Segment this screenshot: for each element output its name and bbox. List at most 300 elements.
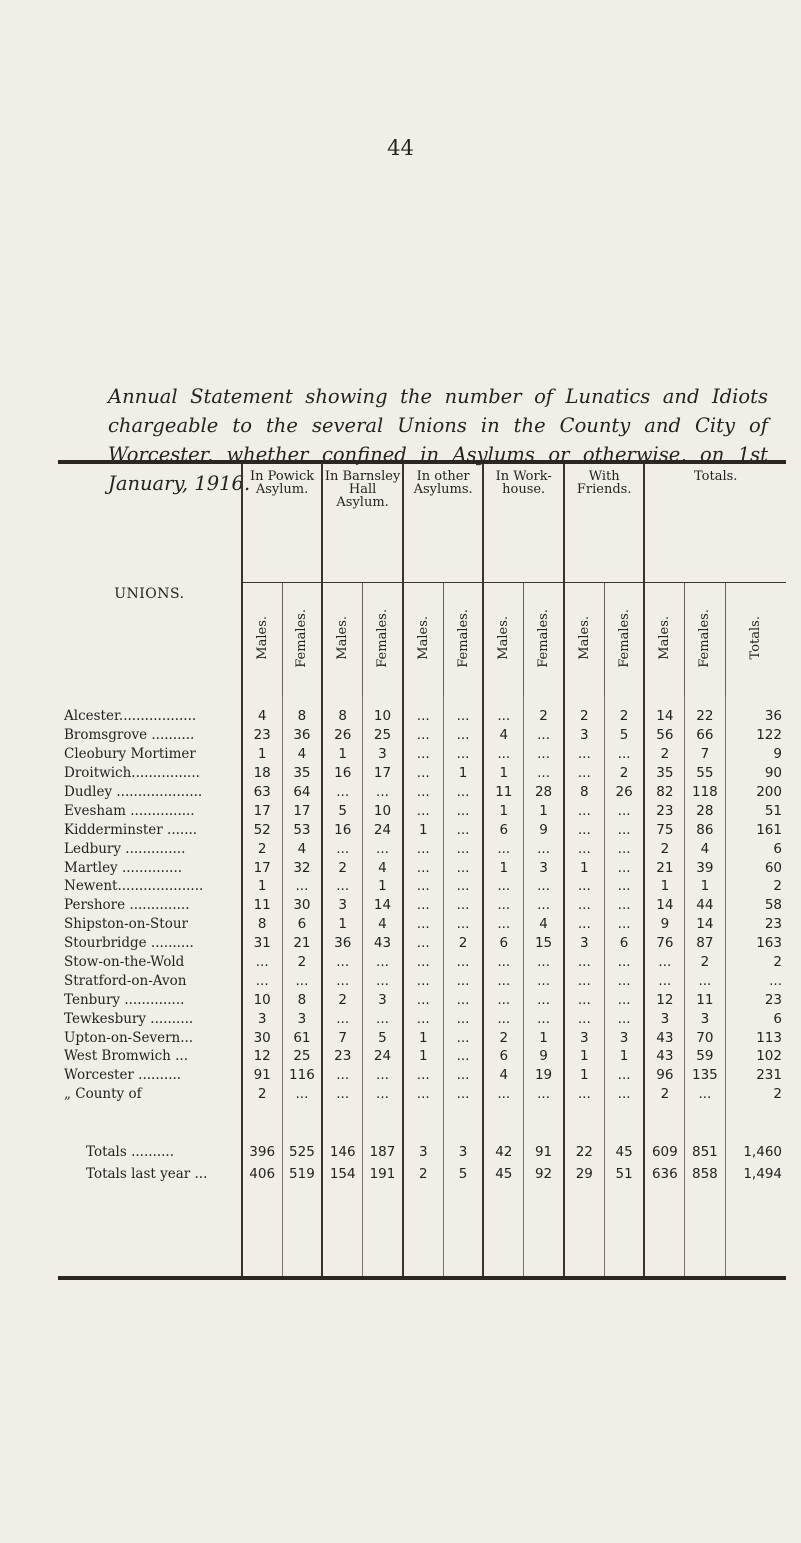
cell-value: ... xyxy=(443,1028,483,1047)
cell-value: 23 xyxy=(725,915,786,934)
cell-value: 21 xyxy=(644,858,684,877)
cell-value: ... xyxy=(604,801,644,820)
cell-value: ... xyxy=(443,1047,483,1066)
cell-value: ... xyxy=(604,858,644,877)
cell-value: 66 xyxy=(685,726,725,745)
table-row xyxy=(58,896,786,915)
subheader-females xyxy=(282,583,322,698)
cell-value: 191 xyxy=(363,1162,403,1276)
cell-value: 10 xyxy=(363,697,403,726)
union-name: Stourbridge .......... xyxy=(64,935,194,952)
cell-value: ... xyxy=(443,1066,483,1085)
cell-value: 96 xyxy=(644,1066,684,1085)
cell-value: ... xyxy=(483,915,523,934)
cell-value: 1 xyxy=(242,745,282,764)
totals-last-year-row xyxy=(58,1162,786,1276)
cell-value: 19 xyxy=(524,1066,564,1085)
cell-value: ... xyxy=(564,764,604,783)
title-line-3: Asylums or otherwise, on 1st January, 1916. xyxy=(108,443,769,495)
cell-value: 11 xyxy=(685,990,725,1009)
cell-value: ... xyxy=(524,745,564,764)
cell-value: 2 xyxy=(604,697,644,726)
cell-value: 64 xyxy=(282,783,322,802)
cell-value: 10 xyxy=(242,990,282,1009)
cell-value: ... xyxy=(443,915,483,934)
cell-value: 17 xyxy=(363,764,403,783)
cell-value: 14 xyxy=(363,896,403,915)
cell-value: 2 xyxy=(322,858,362,877)
title-line-2: several Unions in the County and City of Worcester, whether confined in xyxy=(108,414,769,466)
cell-value: 15 xyxy=(524,934,564,953)
cell-value: 16 xyxy=(322,820,362,839)
cell-value: ... xyxy=(524,839,564,858)
cell-value: 12 xyxy=(242,1047,282,1066)
union-name: Stratford-on-Avon xyxy=(64,972,187,989)
cell-value: ... xyxy=(604,1085,644,1104)
cell-value: ... xyxy=(604,896,644,915)
cell-value: 14 xyxy=(644,697,684,726)
cell-value: 4 xyxy=(483,726,523,745)
cell-value: 1 xyxy=(322,915,362,934)
subheader-males-label: Males. xyxy=(576,616,592,660)
cell-value: 26 xyxy=(604,783,644,802)
cell-value: 3 xyxy=(524,858,564,877)
cell-value: ... xyxy=(604,1066,644,1085)
cell-value: 90 xyxy=(725,764,786,783)
cell-value: 1 xyxy=(242,877,282,896)
cell-value: 91 xyxy=(242,1066,282,1085)
union-name: Tewkesbury .......... xyxy=(64,1010,194,1027)
cell-value: 122 xyxy=(725,726,786,745)
subheader-males xyxy=(242,583,282,698)
union-name: Totals .......... xyxy=(86,1143,175,1160)
cell-value: 6 xyxy=(725,1009,786,1028)
table-row xyxy=(58,990,786,1009)
cell-value: 14 xyxy=(644,896,684,915)
cell-value: 92 xyxy=(524,1162,564,1276)
subheader-females xyxy=(604,583,644,698)
cell-value: ... xyxy=(483,971,523,990)
union-name: Shipston-on-Stour xyxy=(64,916,188,933)
cell-value: ... xyxy=(322,953,362,972)
cell-value: ... xyxy=(403,1085,443,1104)
cell-value: 2 xyxy=(443,934,483,953)
cell-value: ... xyxy=(443,877,483,896)
cell-value: 11 xyxy=(483,783,523,802)
cell-value: 9 xyxy=(524,1047,564,1066)
cell-value: ... xyxy=(564,745,604,764)
cell-value: 60 xyxy=(725,858,786,877)
table-row xyxy=(58,953,786,972)
cell-value: 1 xyxy=(564,858,604,877)
cell-value: 2 xyxy=(725,1085,786,1104)
cell-value: ... xyxy=(403,1009,443,1028)
cell-value: 58 xyxy=(725,896,786,915)
cell-value: 14 xyxy=(685,915,725,934)
cell-value: 30 xyxy=(282,896,322,915)
cell-value: ... xyxy=(524,726,564,745)
subheader-males xyxy=(322,583,362,698)
cell-value: 42 xyxy=(483,1104,523,1162)
group-header-barnsley: In Barnsley Hall Asylum. xyxy=(322,464,403,583)
cell-value: 30 xyxy=(242,1028,282,1047)
cell-value: ... xyxy=(685,971,725,990)
cell-value: 3 xyxy=(242,1009,282,1028)
cell-value: ... xyxy=(524,877,564,896)
cell-value: 6 xyxy=(725,839,786,858)
cell-value: 5 xyxy=(322,801,362,820)
cell-value: 3 xyxy=(564,934,604,953)
subheader-females-label: Females. xyxy=(455,608,471,668)
cell-value: 35 xyxy=(644,764,684,783)
cell-value: ... xyxy=(524,1009,564,1028)
union-name: Newent.................... xyxy=(64,878,204,895)
totals-row xyxy=(58,1104,786,1162)
union-name: West Bromwich ... xyxy=(64,1048,189,1065)
subheader-females xyxy=(524,583,564,698)
cell-value: 23 xyxy=(242,726,282,745)
union-name: Martley .............. xyxy=(64,859,183,876)
union-name: Kidderminster ....... xyxy=(64,821,198,838)
cell-value: ... xyxy=(322,839,362,858)
cell-value: 5 xyxy=(443,1162,483,1276)
cell-value: 52 xyxy=(242,820,282,839)
table-row xyxy=(58,801,786,820)
cell-value: ... xyxy=(564,896,604,915)
cell-value: 8 xyxy=(564,783,604,802)
cell-value: 161 xyxy=(725,820,786,839)
cell-value: ... xyxy=(644,971,684,990)
cell-value: 76 xyxy=(644,934,684,953)
cell-value: ... xyxy=(363,971,403,990)
cell-value: ... xyxy=(524,1085,564,1104)
cell-value: 187 xyxy=(363,1104,403,1162)
cell-value: ... xyxy=(403,801,443,820)
cell-value: 17 xyxy=(282,801,322,820)
cell-value: 29 xyxy=(564,1162,604,1276)
cell-value: 636 xyxy=(644,1162,684,1276)
cell-value: ... xyxy=(403,745,443,764)
cell-value: 116 xyxy=(282,1066,322,1085)
cell-value: ... xyxy=(604,953,644,972)
subheader-totals-label: Totals. xyxy=(748,616,764,660)
cell-value: ... xyxy=(443,697,483,726)
cell-value: 2 xyxy=(524,697,564,726)
cell-value: 1 xyxy=(443,764,483,783)
cell-value: ... xyxy=(443,820,483,839)
cell-value: ... xyxy=(443,1085,483,1104)
subheader-females xyxy=(363,583,403,698)
cell-value: ... xyxy=(564,877,604,896)
cell-value: 200 xyxy=(725,783,786,802)
union-name: Bromsgrove .......... xyxy=(64,727,195,744)
group-header-totals: Totals. xyxy=(644,464,786,583)
cell-value: 2 xyxy=(644,745,684,764)
cell-value: ... xyxy=(564,839,604,858)
table-row xyxy=(58,1009,786,1028)
cell-value: ... xyxy=(483,697,523,726)
cell-value: 59 xyxy=(685,1047,725,1066)
union-name: Worcester .......... xyxy=(64,1067,182,1084)
group-header-workhouse: In Work-house. xyxy=(483,464,564,583)
cell-value: 2 xyxy=(242,1085,282,1104)
cell-value: 2 xyxy=(725,877,786,896)
cell-value: ... xyxy=(403,971,443,990)
cell-value: ... xyxy=(564,990,604,1009)
cell-value: ... xyxy=(483,896,523,915)
cell-value: 1 xyxy=(363,877,403,896)
cell-value: ... xyxy=(604,971,644,990)
cell-value: 56 xyxy=(644,726,684,745)
cell-value: 118 xyxy=(685,783,725,802)
union-name: Pershore .............. xyxy=(64,897,190,914)
cell-value: ... xyxy=(242,953,282,972)
cell-value: 31 xyxy=(242,934,282,953)
cell-value: 4 xyxy=(242,697,282,726)
cell-value: 154 xyxy=(322,1162,362,1276)
cell-value: 36 xyxy=(282,726,322,745)
cell-value: 3 xyxy=(564,1028,604,1047)
subheader-males xyxy=(644,583,684,698)
cell-value: 4 xyxy=(524,915,564,934)
cell-value: 2 xyxy=(242,839,282,858)
cell-value: ... xyxy=(604,915,644,934)
table-row xyxy=(58,1066,786,1085)
cell-value: ... xyxy=(483,839,523,858)
cell-value: ... xyxy=(524,764,564,783)
cell-value: 7 xyxy=(685,745,725,764)
cell-value: ... xyxy=(564,801,604,820)
cell-value: 36 xyxy=(322,934,362,953)
cell-value: ... xyxy=(403,915,443,934)
cell-value: 25 xyxy=(363,726,403,745)
cell-value: 9 xyxy=(644,915,684,934)
cell-value: 53 xyxy=(282,820,322,839)
cell-value: 51 xyxy=(604,1162,644,1276)
cell-value: ... xyxy=(403,839,443,858)
cell-value: ... xyxy=(403,764,443,783)
cell-value: 525 xyxy=(282,1104,322,1162)
cell-value: 6 xyxy=(483,820,523,839)
cell-value: 3 xyxy=(322,896,362,915)
cell-value: 1 xyxy=(564,1066,604,1085)
cell-value: ... xyxy=(483,745,523,764)
cell-value: ... xyxy=(524,971,564,990)
table-row xyxy=(58,745,786,764)
cell-value: 26 xyxy=(322,726,362,745)
cell-value: ... xyxy=(322,1085,362,1104)
cell-value: 406 xyxy=(242,1162,282,1276)
cell-value: ... xyxy=(282,877,322,896)
cell-value: ... xyxy=(604,990,644,1009)
cell-value: ... xyxy=(403,783,443,802)
union-name: Tenbury .............. xyxy=(64,991,185,1008)
cell-value: 1 xyxy=(524,801,564,820)
cell-value: ... xyxy=(564,953,604,972)
cell-value: 35 xyxy=(282,764,322,783)
cell-value: ... xyxy=(483,1085,523,1104)
cell-value: ... xyxy=(524,990,564,1009)
union-name: Cleobury Mortimer xyxy=(64,746,196,763)
table-row xyxy=(58,783,786,802)
cell-value: 39 xyxy=(685,858,725,877)
table-row xyxy=(58,1085,786,1104)
cell-value: 3 xyxy=(564,726,604,745)
cell-value: 24 xyxy=(363,820,403,839)
cell-value: ... xyxy=(403,697,443,726)
group-header-powick: In Powick Asylum. xyxy=(242,464,323,583)
cell-value: 1 xyxy=(403,820,443,839)
cell-value: 75 xyxy=(644,820,684,839)
cell-value: ... xyxy=(443,1009,483,1028)
cell-value: ... xyxy=(403,858,443,877)
cell-value: 16 xyxy=(322,764,362,783)
cell-value: 1,460 xyxy=(725,1104,786,1162)
union-name: Dudley .................... xyxy=(64,784,203,800)
cell-value: ... xyxy=(604,1009,644,1028)
cell-value: ... xyxy=(524,896,564,915)
cell-value: 18 xyxy=(242,764,282,783)
cell-value: 11 xyxy=(242,896,282,915)
cell-value: ... xyxy=(322,877,362,896)
union-name: Stow-on-the-Wold xyxy=(64,954,185,971)
cell-value: 2 xyxy=(644,1085,684,1104)
cell-value: 23 xyxy=(322,1047,362,1066)
cell-value: ... xyxy=(443,896,483,915)
table-row xyxy=(58,697,786,726)
cell-value: 12 xyxy=(644,990,684,1009)
cell-value: 1 xyxy=(483,764,523,783)
union-name: Evesham ............... xyxy=(64,802,195,819)
cell-value: ... xyxy=(363,1066,403,1085)
cell-value: ... xyxy=(443,990,483,1009)
cell-value: ... xyxy=(363,783,403,802)
union-name: „ County of xyxy=(64,1086,142,1103)
cell-value: 8 xyxy=(282,990,322,1009)
cell-value: 1 xyxy=(685,877,725,896)
cell-value: 3 xyxy=(685,1009,725,1028)
cell-value: ... xyxy=(483,990,523,1009)
cell-value: ... xyxy=(443,971,483,990)
cell-value: 17 xyxy=(242,858,282,877)
cell-value: ... xyxy=(564,820,604,839)
cell-value: 4 xyxy=(282,745,322,764)
cell-value: 1 xyxy=(403,1047,443,1066)
subheader-males-label: Males. xyxy=(496,616,512,660)
cell-value: 61 xyxy=(282,1028,322,1047)
cell-value: ... xyxy=(322,1066,362,1085)
cell-value: 44 xyxy=(685,896,725,915)
cell-value: ... xyxy=(443,839,483,858)
cell-value: ... xyxy=(403,726,443,745)
cell-value: 55 xyxy=(685,764,725,783)
union-name: Ledbury .............. xyxy=(64,840,186,857)
cell-value: 28 xyxy=(685,801,725,820)
cell-value: 4 xyxy=(363,915,403,934)
cell-value: ... xyxy=(725,971,786,990)
cell-value: 87 xyxy=(685,934,725,953)
cell-value: 32 xyxy=(282,858,322,877)
cell-value: ... xyxy=(604,820,644,839)
cell-value: 1 xyxy=(644,877,684,896)
cell-value: ... xyxy=(564,1085,604,1104)
cell-value: 17 xyxy=(242,801,282,820)
cell-value: ... xyxy=(403,1066,443,1085)
cell-value: ... xyxy=(322,783,362,802)
table-row xyxy=(58,764,786,783)
cell-value: 45 xyxy=(483,1162,523,1276)
cell-value: 4 xyxy=(363,858,403,877)
cell-value: 102 xyxy=(725,1047,786,1066)
table-row xyxy=(58,820,786,839)
cell-value: 22 xyxy=(564,1104,604,1162)
cell-value: 22 xyxy=(685,697,725,726)
cell-value: 1 xyxy=(604,1047,644,1066)
cell-value: ... xyxy=(604,839,644,858)
cell-value: ... xyxy=(322,971,362,990)
unions-header: UNIONS. xyxy=(114,585,185,602)
cell-value: ... xyxy=(282,971,322,990)
cell-value: ... xyxy=(564,1009,604,1028)
cell-value: ... xyxy=(564,915,604,934)
cell-value: ... xyxy=(483,1009,523,1028)
cell-value: 21 xyxy=(282,934,322,953)
cell-value: ... xyxy=(363,839,403,858)
cell-value: 163 xyxy=(725,934,786,953)
cell-value: 6 xyxy=(604,934,644,953)
cell-value: ... xyxy=(403,953,443,972)
subheader-males xyxy=(564,583,604,698)
cell-value: 113 xyxy=(725,1028,786,1047)
subheader-females-label: Females. xyxy=(697,608,713,668)
page-number: 44 xyxy=(387,136,414,160)
table-row xyxy=(58,877,786,896)
cell-value: 3 xyxy=(363,745,403,764)
cell-value: 858 xyxy=(685,1162,725,1276)
cell-value: 82 xyxy=(644,783,684,802)
subheader-males-label: Males. xyxy=(657,616,673,660)
cell-value: 3 xyxy=(282,1009,322,1028)
table-row xyxy=(58,858,786,877)
subheader-females xyxy=(443,583,483,698)
cell-value: 86 xyxy=(685,820,725,839)
cell-value: ... xyxy=(483,953,523,972)
union-name: Upton-on-Severn... xyxy=(64,1029,194,1046)
cell-value: ... xyxy=(604,877,644,896)
cell-value: 6 xyxy=(282,915,322,934)
cell-value: 6 xyxy=(483,1047,523,1066)
cell-value: ... xyxy=(443,726,483,745)
cell-value: 1 xyxy=(483,858,523,877)
cell-value: 146 xyxy=(322,1104,362,1162)
union-name: Droitwich................ xyxy=(64,765,200,782)
group-header-with-friends: With Friends. xyxy=(564,464,645,583)
subheader-totals xyxy=(725,583,786,698)
cell-value: 23 xyxy=(644,801,684,820)
cell-value: ... xyxy=(604,745,644,764)
cell-value: 7 xyxy=(322,1028,362,1047)
cell-value: 1 xyxy=(564,1047,604,1066)
lunatics-table xyxy=(58,460,786,1280)
cell-value: ... xyxy=(403,896,443,915)
subheader-males-label: Males. xyxy=(254,616,270,660)
cell-value: 1 xyxy=(524,1028,564,1047)
cell-value: ... xyxy=(403,934,443,953)
cell-value: 10 xyxy=(363,801,403,820)
cell-value: ... xyxy=(363,953,403,972)
cell-value: ... xyxy=(443,783,483,802)
cell-value: 135 xyxy=(685,1066,725,1085)
